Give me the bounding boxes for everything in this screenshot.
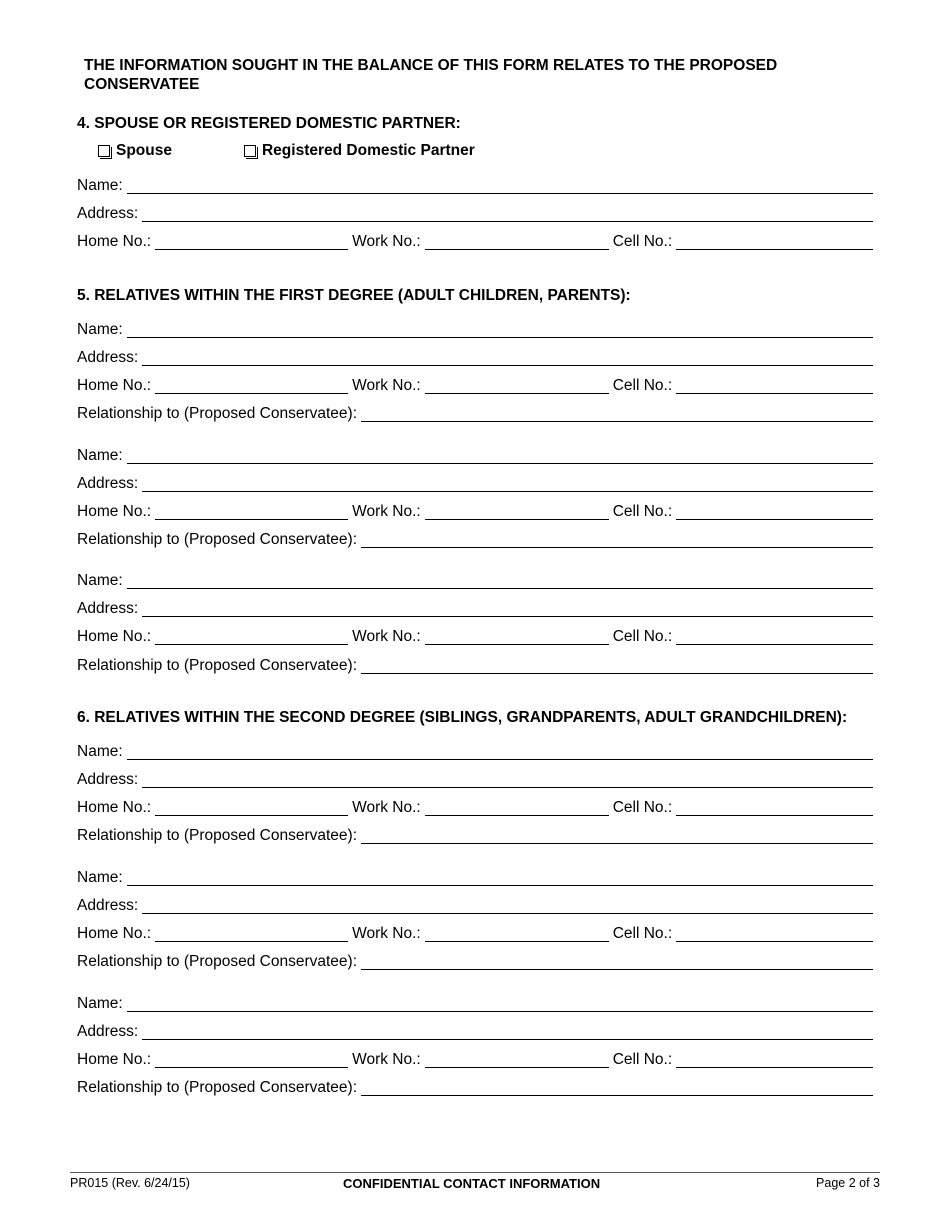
relative-cell-field[interactable]	[676, 1051, 873, 1068]
relative-address-field[interactable]	[142, 600, 873, 617]
relative-phone-row	[77, 922, 873, 942]
home-label: Home No.:	[77, 628, 152, 645]
domestic-partner-checkbox-label: Registered Domestic Partner	[261, 142, 475, 159]
relative-phone-row	[77, 625, 873, 645]
name-label: Name:	[77, 743, 123, 760]
spouse-work-field[interactable]	[425, 233, 609, 250]
cell-label: Cell No.:	[612, 925, 673, 942]
relative-address-row	[77, 346, 873, 366]
relative-work-field[interactable]	[425, 503, 609, 520]
relative-address-field[interactable]	[142, 349, 873, 366]
cell-label: Cell No.:	[612, 377, 673, 394]
relative-work-field[interactable]	[425, 799, 609, 816]
name-label: Name:	[77, 321, 123, 338]
home-label: Home No.:	[77, 799, 152, 816]
relative-name-row	[77, 740, 873, 760]
checkbox-icon	[98, 145, 110, 157]
address-label: Address:	[77, 897, 139, 914]
work-label: Work No.:	[352, 1051, 421, 1068]
spouse-address-row	[77, 202, 873, 222]
name-label: Name:	[77, 447, 123, 464]
cell-label: Cell No.:	[612, 1051, 673, 1068]
section-5-heading: 5. RELATIVES WITHIN THE FIRST DEGREE (ADULT CHILDREN, PARENTS):	[77, 287, 631, 304]
spouse-checkbox-label: Spouse	[116, 142, 172, 159]
address-label: Address:	[77, 771, 139, 788]
footer-form-id: PR015 (Rev. 6/24/15)	[70, 1176, 190, 1190]
relative-address-field[interactable]	[142, 1023, 873, 1040]
spouse-address-field[interactable]	[142, 205, 873, 222]
cell-label: Cell No.:	[612, 233, 673, 250]
relative-cell-field[interactable]	[676, 799, 873, 816]
relationship-label: Relationship to (Proposed Conservatee):	[77, 405, 358, 422]
relative-home-field[interactable]	[155, 925, 348, 942]
relative-name-row	[77, 444, 873, 464]
relative-home-field[interactable]	[155, 628, 348, 645]
name-label: Name:	[77, 995, 123, 1012]
relative-address-row	[77, 1020, 873, 1040]
relative-work-field[interactable]	[425, 377, 609, 394]
home-label: Home No.:	[77, 503, 152, 520]
address-label: Address:	[77, 600, 139, 617]
relative-home-field[interactable]	[155, 377, 348, 394]
address-label: Address:	[77, 1023, 139, 1040]
relative-relationship-row	[77, 528, 873, 548]
relative-relationship-field[interactable]	[361, 657, 873, 674]
relative-name-field[interactable]	[127, 447, 873, 464]
relative-home-field[interactable]	[155, 1051, 348, 1068]
relative-work-field[interactable]	[425, 925, 609, 942]
relative-work-field[interactable]	[425, 628, 609, 645]
work-label: Work No.:	[352, 925, 421, 942]
home-label: Home No.:	[77, 1051, 152, 1068]
relative-cell-field[interactable]	[676, 628, 873, 645]
relative-relationship-row	[77, 402, 873, 422]
spouse-checkbox[interactable]	[98, 142, 172, 160]
work-label: Work No.:	[352, 377, 421, 394]
work-label: Work No.:	[352, 628, 421, 645]
relative-cell-field[interactable]	[676, 925, 873, 942]
name-label: Name:	[77, 869, 123, 886]
name-label: Name:	[77, 572, 123, 589]
name-label: Name:	[77, 177, 123, 194]
relative-phone-row	[77, 796, 873, 816]
cell-label: Cell No.:	[612, 799, 673, 816]
address-label: Address:	[77, 205, 139, 222]
address-label: Address:	[77, 349, 139, 366]
relative-name-row	[77, 866, 873, 886]
relative-name-field[interactable]	[127, 869, 873, 886]
relative-name-row	[77, 569, 873, 589]
footer-title: CONFIDENTIAL CONTACT INFORMATION	[343, 1176, 601, 1191]
relative-address-field[interactable]	[142, 475, 873, 492]
spouse-phone-row	[77, 230, 873, 250]
work-label: Work No.:	[352, 799, 421, 816]
relative-relationship-field[interactable]	[361, 1079, 873, 1096]
address-label: Address:	[77, 475, 139, 492]
relationship-label: Relationship to (Proposed Conservatee):	[77, 531, 358, 548]
relative-phone-row	[77, 500, 873, 520]
relative-phone-row	[77, 1048, 873, 1068]
partner-type-checkboxes	[98, 141, 475, 161]
relative-relationship-field[interactable]	[361, 827, 873, 844]
relationship-label: Relationship to (Proposed Conservatee):	[77, 657, 358, 674]
relative-phone-row	[77, 374, 873, 394]
cell-label: Cell No.:	[612, 628, 673, 645]
section-4-heading: 4. SPOUSE OR REGISTERED DOMESTIC PARTNER:	[77, 115, 461, 132]
work-label: Work No.:	[352, 503, 421, 520]
spouse-cell-field[interactable]	[676, 233, 873, 250]
relative-name-row	[77, 318, 873, 338]
relative-relationship-row	[77, 1076, 873, 1096]
relative-name-field[interactable]	[127, 743, 873, 760]
relationship-label: Relationship to (Proposed Conservatee):	[77, 953, 358, 970]
section-6-heading: 6. RELATIVES WITHIN THE SECOND DEGREE (SIBLINGS, GRANDPARENTS, ADULT GRANDCHILDREN):	[77, 709, 848, 726]
intro-text: THE INFORMATION SOUGHT IN THE BALANCE OF THIS FORM RELATES TO THE PROPOSED CONSERVATEE	[84, 57, 778, 93]
relative-relationship-row	[77, 824, 873, 844]
relative-relationship-field[interactable]	[361, 531, 873, 548]
relative-address-row	[77, 472, 873, 492]
home-label: Home No.:	[77, 377, 152, 394]
work-label: Work No.:	[352, 233, 421, 250]
relative-address-row	[77, 597, 873, 617]
relative-address-row	[77, 894, 873, 914]
relative-relationship-row	[77, 654, 873, 674]
relative-cell-field[interactable]	[676, 503, 873, 520]
checkbox-icon	[244, 145, 256, 157]
relative-relationship-row	[77, 950, 873, 970]
relative-relationship-field[interactable]	[361, 405, 873, 422]
relative-name-row	[77, 992, 873, 1012]
relationship-label: Relationship to (Proposed Conservatee):	[77, 1079, 358, 1096]
relative-name-field[interactable]	[127, 572, 873, 589]
relative-address-field[interactable]	[142, 897, 873, 914]
relative-cell-field[interactable]	[676, 377, 873, 394]
spouse-name-field[interactable]	[127, 177, 873, 194]
spouse-name-row	[77, 174, 873, 194]
footer-page-number: Page 2 of 3	[816, 1176, 880, 1190]
footer-divider	[70, 1172, 880, 1173]
home-label: Home No.:	[77, 233, 152, 250]
relationship-label: Relationship to (Proposed Conservatee):	[77, 827, 358, 844]
relative-name-field[interactable]	[127, 321, 873, 338]
spouse-home-field[interactable]	[155, 233, 348, 250]
relative-name-field[interactable]	[127, 995, 873, 1012]
relative-address-row	[77, 768, 873, 788]
relative-home-field[interactable]	[155, 799, 348, 816]
relative-work-field[interactable]	[425, 1051, 609, 1068]
relative-address-field[interactable]	[142, 771, 873, 788]
cell-label: Cell No.:	[612, 503, 673, 520]
domestic-partner-checkbox[interactable]	[244, 142, 475, 160]
home-label: Home No.:	[77, 925, 152, 942]
relative-home-field[interactable]	[155, 503, 348, 520]
relative-relationship-field[interactable]	[361, 953, 873, 970]
